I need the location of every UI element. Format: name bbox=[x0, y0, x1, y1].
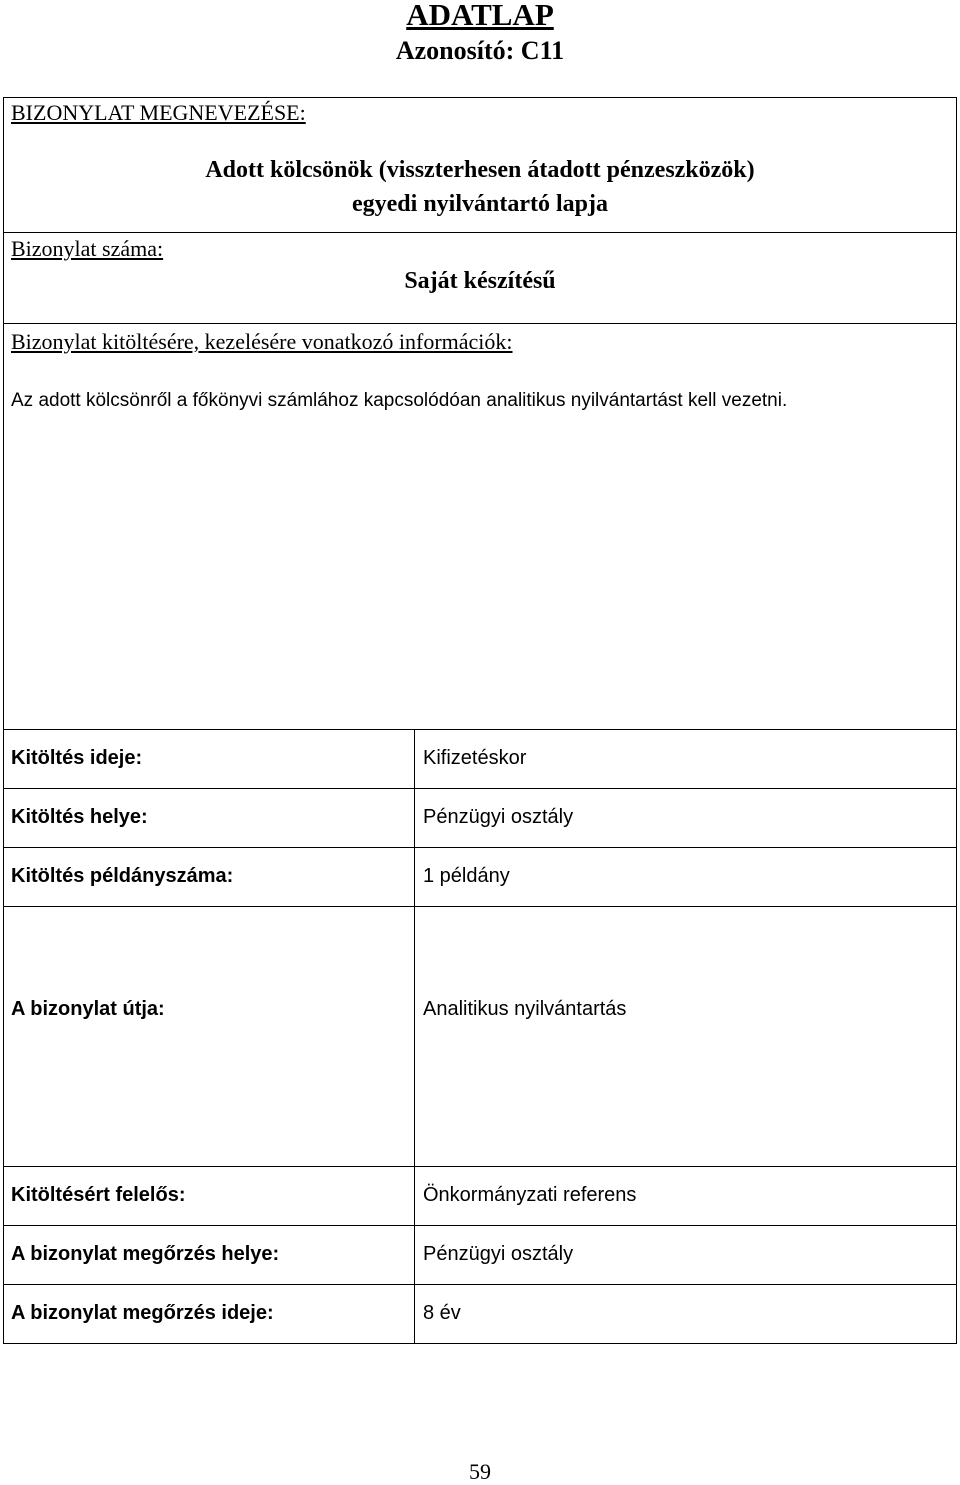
divider-line bbox=[3, 232, 957, 233]
divider-line bbox=[3, 1225, 957, 1226]
info-label: Bizonylat kitöltésére, kezelésére vonatkozó információk: bbox=[11, 329, 513, 354]
storage-time-value: 8 év bbox=[423, 1302, 461, 1324]
route-label: A bizonylat útja: bbox=[11, 998, 165, 1020]
document-number-label: Bizonylat száma: bbox=[11, 236, 164, 261]
divider-line bbox=[3, 729, 957, 730]
divider-line bbox=[3, 847, 957, 848]
responsible-value: Önkormányzati referens bbox=[423, 1184, 637, 1206]
route-value: Analitikus nyilvántartás bbox=[423, 998, 627, 1020]
storage-time-label: A bizonylat megőrzés ideje: bbox=[11, 1302, 274, 1324]
column-divider bbox=[414, 729, 415, 907]
page-title: ADATLAP bbox=[406, 0, 554, 32]
document-name-line1: Adott kölcsönök (visszterhesen átadott pénzeszközök) bbox=[205, 157, 755, 183]
fill-time-label: Kitöltés ideje: bbox=[11, 747, 143, 769]
divider-line bbox=[3, 1166, 957, 1167]
divider-line bbox=[3, 906, 957, 907]
column-divider bbox=[414, 906, 415, 1166]
fill-place-value: Pénzügyi osztály bbox=[423, 806, 574, 828]
fill-time-value: Kifizetéskor bbox=[423, 747, 527, 769]
divider-line bbox=[3, 788, 957, 789]
column-divider bbox=[414, 1166, 415, 1343]
fill-copies-value: 1 példány bbox=[423, 865, 510, 887]
responsible-label: Kitöltésért felelős: bbox=[11, 1184, 186, 1206]
document-number-value: Saját készítésű bbox=[404, 268, 556, 294]
info-text: Az adott kölcsönről a főkönyvi számlához kapcsolódóan analitikus nyilvántartást kell vezetni. bbox=[11, 390, 788, 411]
document-name-line2: egyedi nyilvántartó lapja bbox=[352, 191, 608, 217]
divider-line bbox=[3, 1284, 957, 1285]
fill-copies-label: Kitöltés példányszáma: bbox=[11, 865, 234, 887]
document-name-label: BIZONYLAT MEGNEVEZÉSE: bbox=[11, 100, 306, 125]
document-identifier: Azonosító: C11 bbox=[395, 36, 565, 65]
page-number: 59 bbox=[469, 1459, 491, 1484]
divider-line bbox=[3, 323, 957, 324]
storage-place-label: A bizonylat megőrzés helye: bbox=[11, 1243, 280, 1265]
storage-place-value: Pénzügyi osztály bbox=[423, 1243, 574, 1265]
fill-place-label: Kitöltés helye: bbox=[11, 806, 148, 828]
